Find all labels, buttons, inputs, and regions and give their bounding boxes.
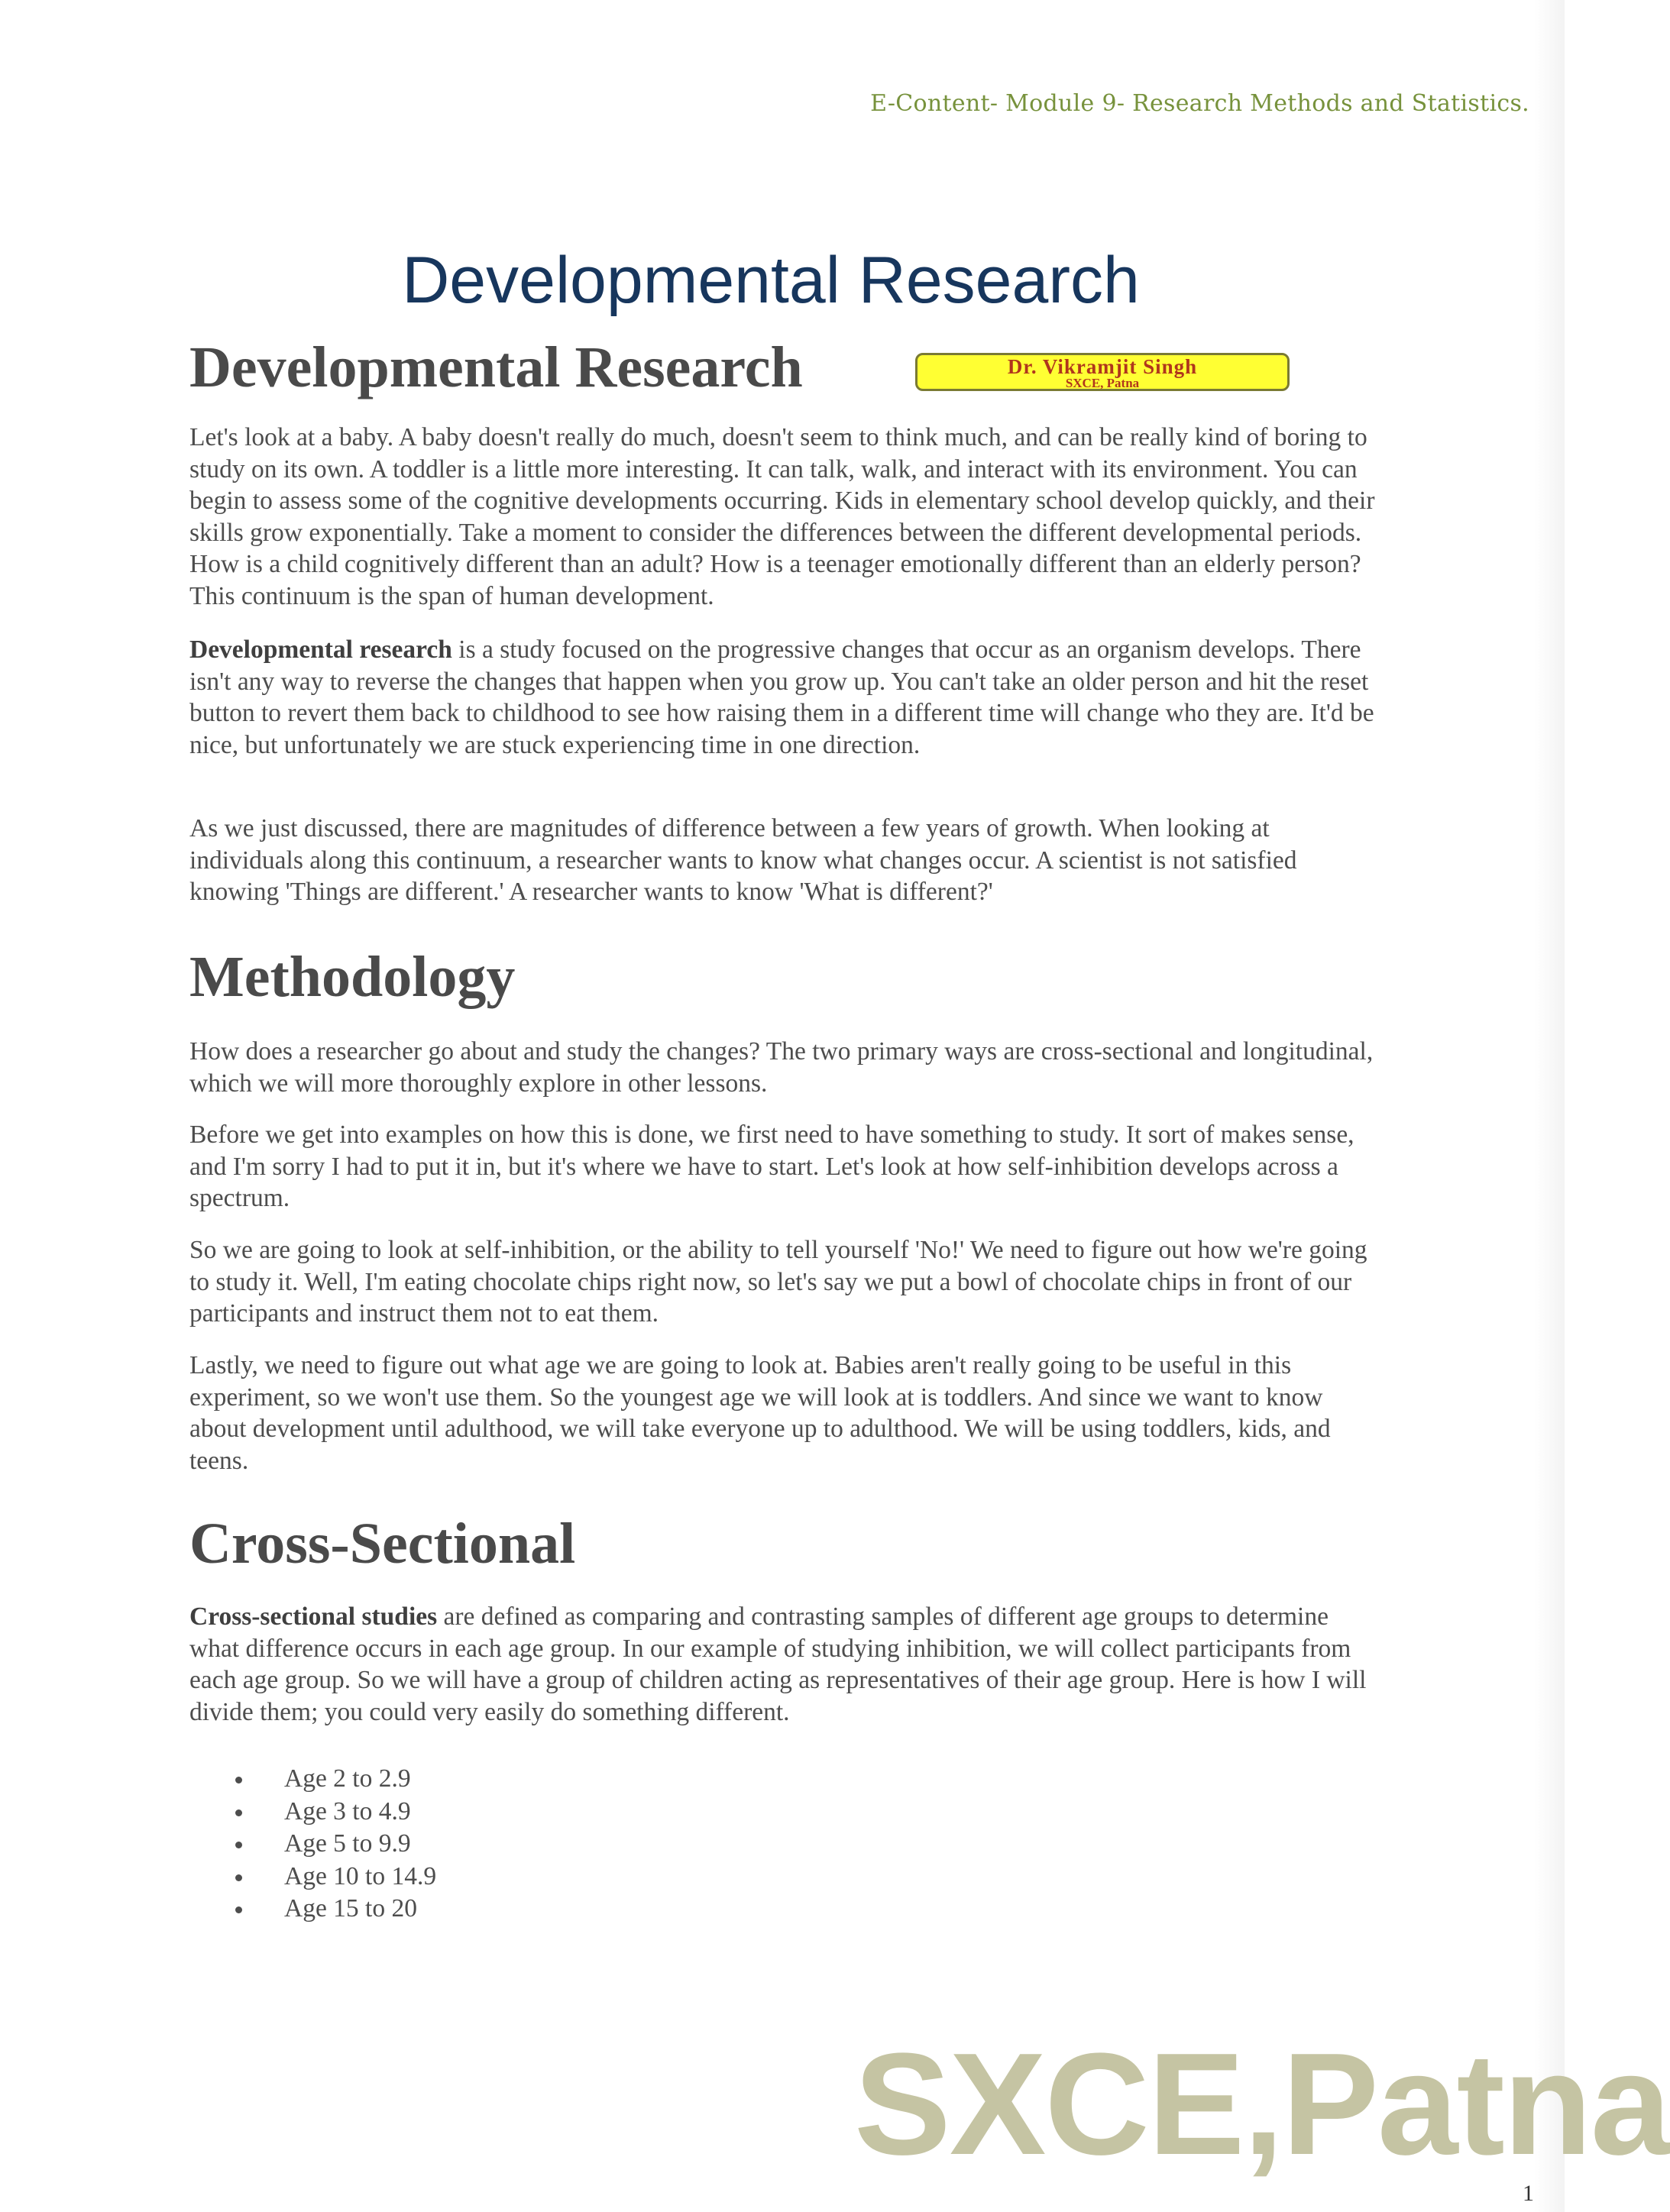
cross-sectional-paragraph-text: are defined as comparing and contrasting samples of different age groups to determine what difference occurs in each age group. In our example of studying inhibition, we will collect participants from each age group. So we will have a group of children acting as representatives of their age group. Here is how I will divide them; you could very easily do something different. (189, 1602, 1367, 1726)
list-item: Age 5 to 9.9 (229, 1828, 436, 1861)
age-group-list (229, 1763, 436, 1926)
intro-paragraph-1: Let's look at a baby. A baby doesn't really do much, doesn't seem to think much, and can be really kind of boring to study on its own. A toddler is a little more interesting. It can talk, walk, and interact with its environment. You can begin to assess some of the cognitive developments occurring. Kids in elementary school develop quickly, and their skills grow exponentially. Take a moment to consider the differences between the different developmental periods. How is a child cognitively different than an adult? How is a teenager emotionally different than an elderly person? This continuum is the span of human development. (189, 423, 1375, 610)
author-name: Dr. Vikramjit Singh (1007, 355, 1198, 378)
list-item: Age 15 to 20 (229, 1893, 436, 1926)
author-institution: SXCE, Patna (1065, 376, 1140, 390)
intro-paragraph-2 (189, 634, 1381, 761)
list-item: Age 10 to 14.9 (229, 1861, 436, 1893)
section-heading-methodology: Methodology (189, 945, 516, 1009)
running-header: E-Content- Module 9- Research Methods and Statistics. (870, 90, 1529, 117)
author-badge (915, 353, 1290, 391)
page-edge-shadow (1534, 0, 1565, 2212)
methodology-paragraph-2: Before we get into examples on how this is done, we first need to have something to study. It sort of makes sense, and I'm sorry I had to put it in, but it's where we have to start. Let's look at how self-inhibition develops across a spectrum. (189, 1121, 1354, 1212)
list-item: Age 3 to 4.9 (229, 1796, 436, 1829)
list-item: Age 2 to 2.9 (229, 1763, 436, 1796)
term-cross-sectional-studies: Cross-sectional studies (189, 1602, 438, 1631)
section-heading-cross-sectional: Cross-Sectional (189, 1512, 576, 1576)
methodology-paragraph-4: Lastly, we need to figure out what age we are going to look at. Babies aren't really going to be useful in this experiment, so we won't use them. So the youngest age we will look at is toddlers. And since we want to know about development until adulthood, we will take everyone up to adulthood. We will be using toddlers, kids, and teens. (189, 1351, 1331, 1475)
methodology-paragraph-3: So we are going to look at self-inhibition, or the ability to tell yourself 'No!' We need to figure out how we're going to study it. Well, I'm eating chocolate chips right now, so let's say we put a bowl of chocolate chips in front of our participants and instruct them not to eat them. (189, 1236, 1367, 1328)
intro-paragraph-3: As we just discussed, there are magnitudes of difference between a few years of growth. When looking at individuals along this continuum, a researcher wants to know what changes occur. A scientist is not satisfied knowing 'Things are different.' A researcher wants to know 'What is different?' (189, 814, 1297, 906)
cross-sectional-paragraph (189, 1601, 1381, 1728)
document-title: Developmental Research (402, 244, 1140, 317)
watermark: SXCE,Patna (854, 2023, 1670, 2185)
page-number: 1 (1523, 2181, 1534, 2206)
term-developmental-research: Developmental research (189, 635, 452, 664)
methodology-paragraph-1: How does a researcher go about and study the changes? The two primary ways are cross-sectional and longitudinal, which we will more thoroughly explore in other lessons. (189, 1037, 1374, 1098)
intro-paragraph-2-text: is a study focused on the progressive changes that occur as an organism develops. There isn't any way to reverse the changes that happen when you grow up. You can't take an older person and hit the reset button to revert them back to childhood to see how raising them in a different time will change who they are. It'd be nice, but unfortunately we are stuck experiencing time in one direction. (189, 635, 1374, 759)
section-heading-developmental-research: Developmental Research (189, 335, 803, 399)
